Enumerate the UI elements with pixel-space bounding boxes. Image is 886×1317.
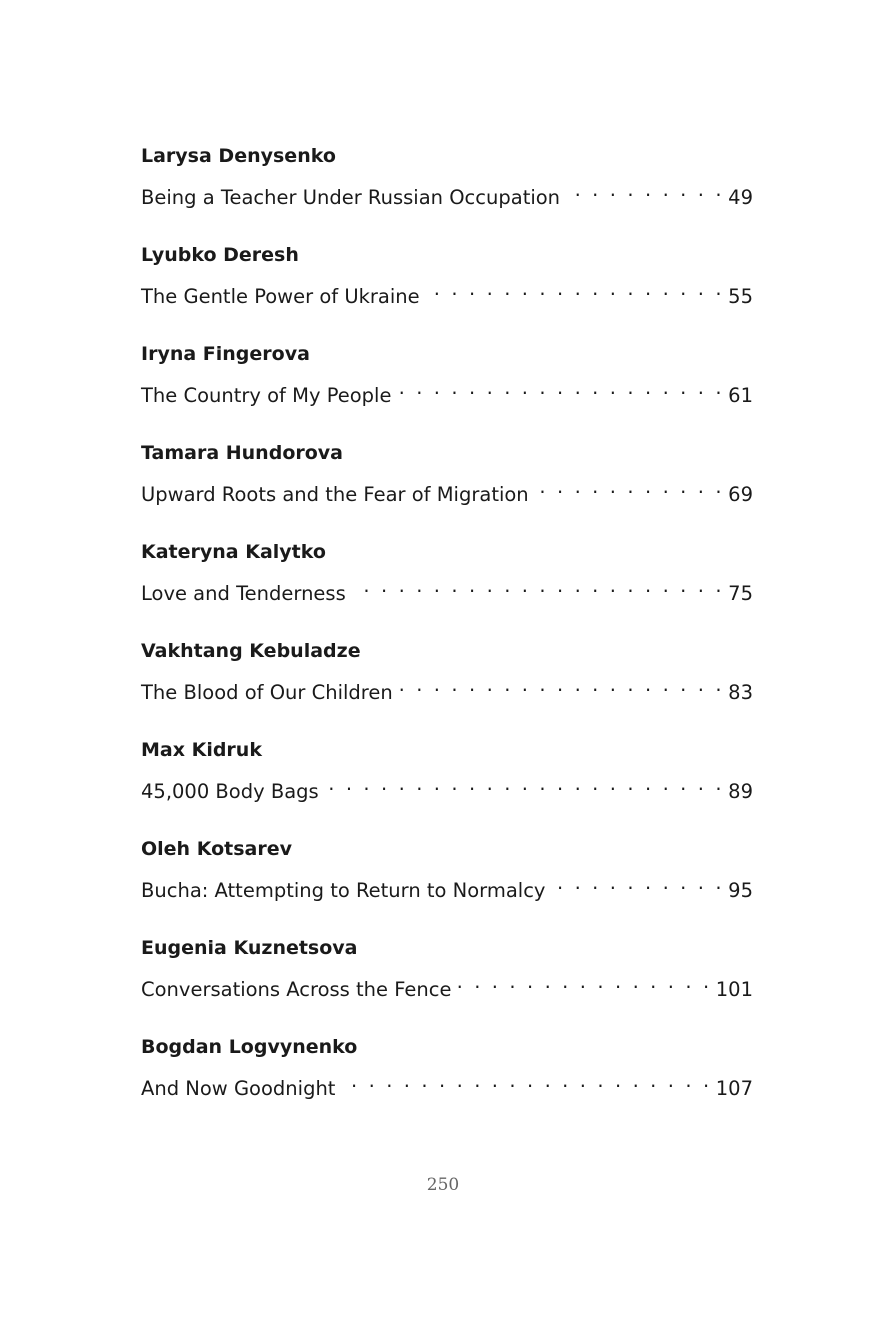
toc-author: Kateryna Kalytko [141,541,326,563]
toc-author: Bogdan Logvynenko [141,1036,358,1058]
toc-entry [141,1034,753,1133]
toc-author: Vakhtang Kebuladze [141,640,361,662]
toc-author: Larysa Denysenko [141,145,336,167]
toc-title: Conversations Across the Fence [141,978,452,1001]
dot-leader [457,968,711,996]
toc-line [141,374,753,407]
toc-page-number: 83 [728,681,753,704]
toc-title: The Gentle Power of Ukraine [141,285,420,308]
toc-line [141,473,753,506]
toc-page-number: 89 [728,780,753,803]
toc-line [141,176,753,209]
toc-page-number: 95 [728,879,753,902]
toc-line [141,770,753,803]
toc-entry [141,242,753,341]
dot-leader [341,1067,711,1095]
toc-page-number: 55 [728,285,753,308]
toc-line [141,671,753,704]
dot-leader [426,275,725,303]
toc-entry [141,539,753,638]
toc-line [141,572,753,605]
toc-page-number: 61 [728,384,753,407]
dot-leader [566,176,724,204]
toc-line [141,968,753,1001]
toc-title: And Now Goodnight [141,1077,336,1100]
dot-leader [551,869,724,897]
toc-line [141,869,753,902]
toc-page-number: 75 [728,582,753,605]
dot-leader [352,572,724,600]
toc-page-number: 69 [728,483,753,506]
toc-title: Being a Teacher Under Russian Occupation [141,186,561,209]
toc-title: Bucha: Attempting to Return to Normalcy [141,879,546,902]
toc-author: Oleh Kotsarev [141,838,292,860]
toc-title: 45,000 Body Bags [141,780,319,803]
toc-page-number: 49 [728,186,753,209]
toc-entry [141,341,753,440]
toc-entry [141,737,753,836]
toc-author: Lyubko Deresh [141,244,299,266]
toc-line [141,1067,753,1100]
toc-entry [141,935,753,1034]
toc-title: The Country of My People [141,384,392,407]
toc-entry [141,143,753,242]
toc-entry [141,836,753,935]
dot-leader [325,770,724,798]
toc-author: Max Kidruk [141,739,262,761]
toc-line [141,275,753,308]
toc-entry [141,440,753,539]
table-of-contents [141,143,753,1133]
dot-leader [397,374,724,402]
toc-author: Tamara Hundorova [141,442,343,464]
toc-page-number: 107 [715,1077,753,1100]
dot-leader [535,473,725,501]
toc-title: The Blood of Our Children [141,681,393,704]
toc-title: Love and Tenderness [141,582,346,605]
toc-author: Eugenia Kuznetsova [141,937,358,959]
toc-page-number: 101 [715,978,753,1001]
toc-entry [141,638,753,737]
toc-title: Upward Roots and the Fear of Migration [141,483,529,506]
toc-author: Iryna Fingerova [141,343,310,365]
dot-leader [399,671,724,699]
page-number-folio: 250 [426,1175,460,1195]
